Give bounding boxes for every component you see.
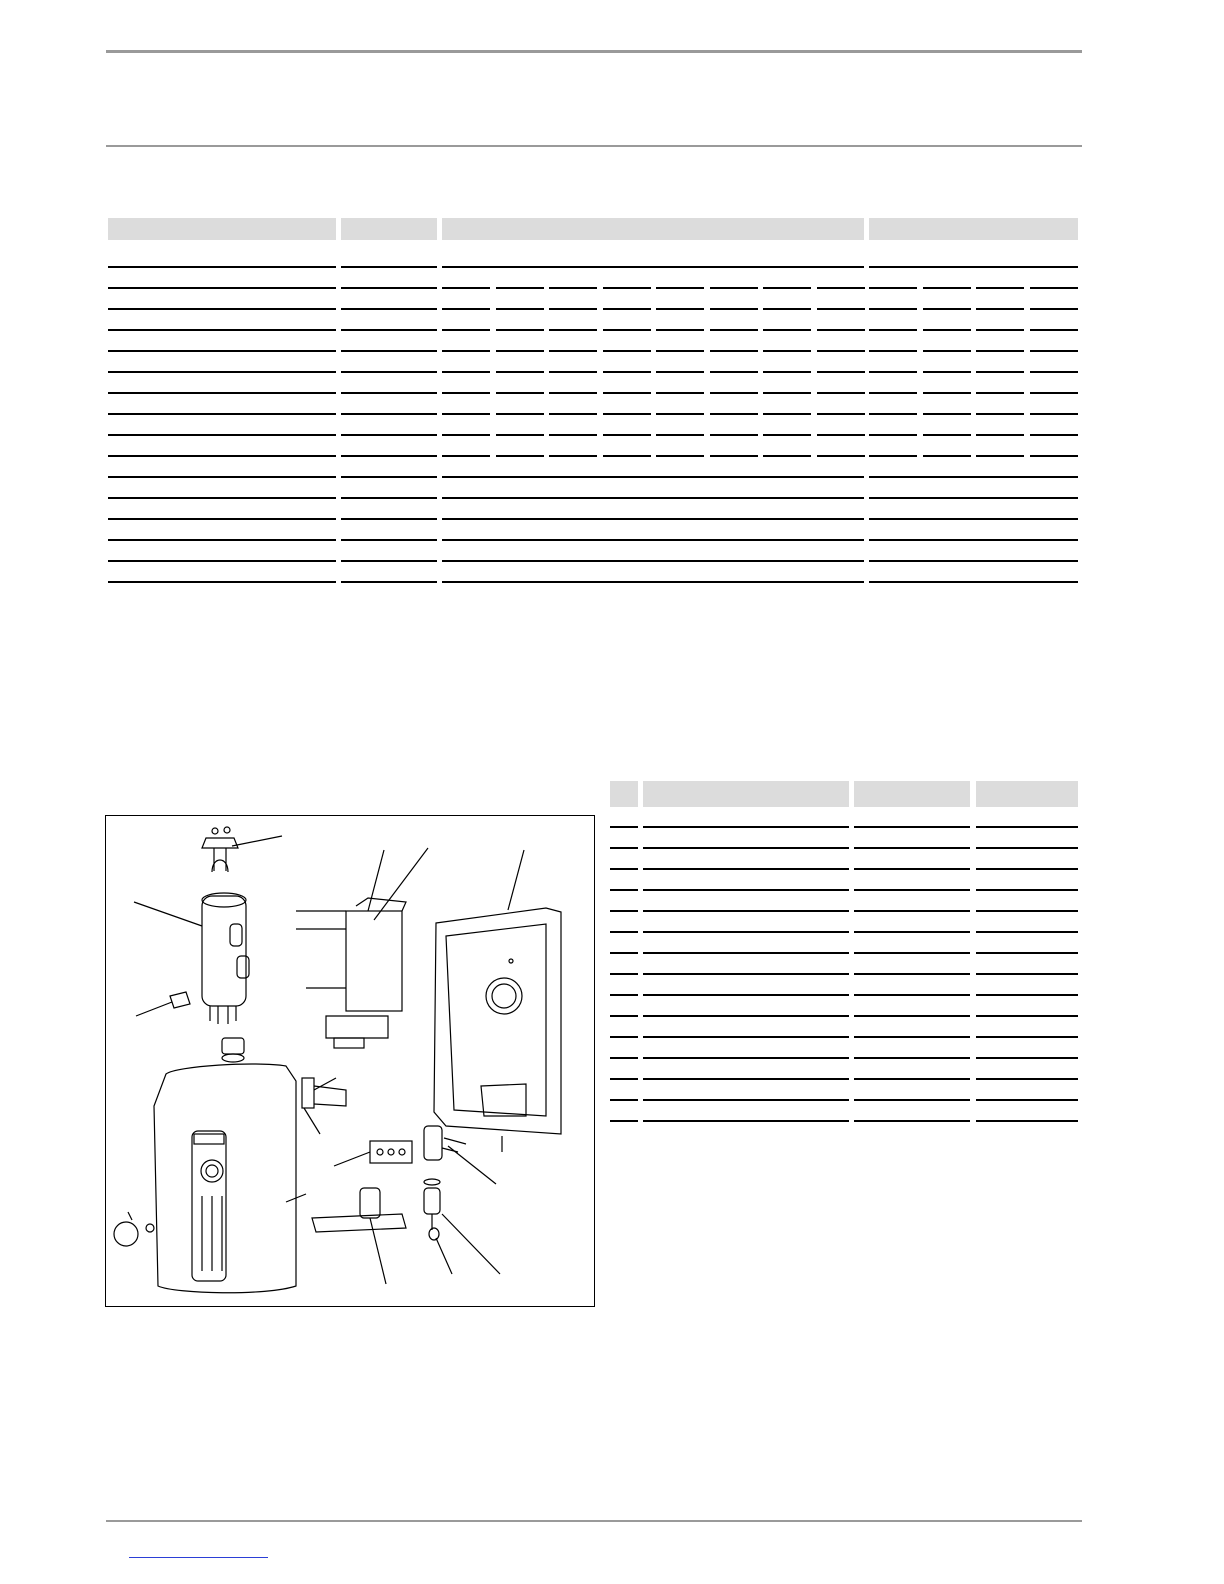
spec-row-rule xyxy=(976,287,1024,289)
spec-row-rule xyxy=(496,392,544,394)
parts-row-rule xyxy=(643,1099,849,1101)
spec-row-rule xyxy=(817,434,865,436)
spec-row-rule xyxy=(442,308,490,310)
spec-row-rule xyxy=(108,392,336,394)
spec-row-rule xyxy=(442,329,490,331)
spec-row-rule xyxy=(496,329,544,331)
exploded-view-diagram xyxy=(105,815,595,1307)
spec-row-rule xyxy=(341,518,437,520)
parts-row-rule xyxy=(610,1036,638,1038)
parts-header-cell-3 xyxy=(854,781,970,807)
spec-row-rule xyxy=(656,350,704,352)
parts-row-rule xyxy=(610,1057,638,1059)
parts-row-rule xyxy=(643,910,849,912)
spec-row-rule xyxy=(496,434,544,436)
spec-row-rule xyxy=(869,329,917,331)
spec-row-rule xyxy=(341,329,437,331)
parts-row-rule xyxy=(643,1036,849,1038)
spec-row-rule xyxy=(656,434,704,436)
spec-row-rule xyxy=(1030,434,1078,436)
spec-row-rule xyxy=(108,329,336,331)
parts-row-rule xyxy=(976,1057,1078,1059)
spec-row-rule xyxy=(108,497,336,499)
spec-row-rule xyxy=(1030,413,1078,415)
section-rule xyxy=(106,145,1082,147)
spec-row-rule xyxy=(923,413,971,415)
parts-row-rule xyxy=(854,1099,970,1101)
parts-row-rule xyxy=(976,1015,1078,1017)
spec-row-rule xyxy=(341,539,437,541)
spec-row-rule xyxy=(817,392,865,394)
spec-row-rule xyxy=(976,371,1024,373)
spec-row-rule xyxy=(442,434,490,436)
spec-row-rule xyxy=(869,371,917,373)
parts-row-rule xyxy=(976,847,1078,849)
parts-row-rule xyxy=(976,952,1078,954)
spec-row-rule xyxy=(341,371,437,373)
spec-row-rule xyxy=(549,455,597,457)
spec-row-rule xyxy=(442,371,490,373)
spec-row-rule xyxy=(442,455,490,457)
spec-row-rule xyxy=(817,350,865,352)
spec-row-rule xyxy=(549,434,597,436)
spec-row-rule xyxy=(763,350,811,352)
spec-row-rule xyxy=(656,329,704,331)
front-cover xyxy=(154,1064,296,1293)
parts-table xyxy=(610,781,1078,1126)
spec-row-rule xyxy=(923,434,971,436)
parts-row-rule xyxy=(976,973,1078,975)
spec-row-rule xyxy=(549,371,597,373)
spec-row-rule xyxy=(656,287,704,289)
parts-row-rule xyxy=(610,952,638,954)
mounting-rail xyxy=(312,1214,406,1232)
spec-row-rule xyxy=(656,392,704,394)
parts-row-rule xyxy=(643,826,849,828)
spec-row-rule xyxy=(341,308,437,310)
parts-row-rule xyxy=(610,1078,638,1080)
parts-row-rule xyxy=(643,973,849,975)
spec-row-rule xyxy=(817,371,865,373)
spec-row-rule xyxy=(976,413,1024,415)
spec-row-rule xyxy=(656,413,704,415)
spec-row-rule xyxy=(108,455,336,457)
spec-row-rule xyxy=(341,455,437,457)
spec-row-rule xyxy=(549,350,597,352)
spec-row-rule xyxy=(108,371,336,373)
spec-row-rule xyxy=(923,350,971,352)
spec-row-rule xyxy=(710,350,758,352)
spec-row-rule xyxy=(108,476,336,478)
parts-row-rule xyxy=(854,910,970,912)
parts-row-rule xyxy=(854,931,970,933)
spec-row-rule xyxy=(869,476,1078,478)
spec-row-rule xyxy=(869,539,1078,541)
spec-row-rule xyxy=(869,581,1078,583)
spec-row-rule xyxy=(817,413,865,415)
parts-row-rule xyxy=(610,994,638,996)
spec-row-rule xyxy=(763,287,811,289)
spec-row-rule xyxy=(341,413,437,415)
spec-row-rule xyxy=(817,287,865,289)
parts-row-rule xyxy=(610,1120,638,1122)
parts-row-rule xyxy=(854,889,970,891)
spec-row-rule xyxy=(869,413,917,415)
spec-row-rule xyxy=(442,581,864,583)
parts-row-rule xyxy=(854,1057,970,1059)
parts-row-rule xyxy=(610,1015,638,1017)
parts-row-rule xyxy=(643,952,849,954)
parts-row-rule xyxy=(610,868,638,870)
spec-row-rule xyxy=(763,308,811,310)
footer-link-underline[interactable] xyxy=(129,1557,268,1558)
spec-row-rule xyxy=(976,308,1024,310)
bracket xyxy=(302,1078,314,1108)
heating-block xyxy=(202,896,246,1006)
spec-row-rule xyxy=(763,371,811,373)
parts-row-rule xyxy=(643,994,849,996)
spec-row-rule xyxy=(341,497,437,499)
spec-row-rule xyxy=(763,413,811,415)
spec-row-rule xyxy=(923,308,971,310)
spec-row-rule xyxy=(549,308,597,310)
spec-row-rule xyxy=(1030,350,1078,352)
spec-row-rule xyxy=(1030,392,1078,394)
parts-row-rule xyxy=(610,931,638,933)
spec-row-rule xyxy=(496,371,544,373)
spec-header-cell-3 xyxy=(442,218,864,240)
parts-row-rule xyxy=(976,1078,1078,1080)
spec-row-rule xyxy=(710,308,758,310)
spec-row-rule xyxy=(976,392,1024,394)
spec-row-rule xyxy=(869,350,917,352)
spec-row-rule xyxy=(763,434,811,436)
parts-row-rule xyxy=(643,889,849,891)
parts-row-rule xyxy=(643,868,849,870)
parts-row-rule xyxy=(643,1015,849,1017)
spec-row-rule xyxy=(442,392,490,394)
spec-row-rule xyxy=(656,371,704,373)
spec-row-rule xyxy=(923,329,971,331)
spec-row-rule xyxy=(496,350,544,352)
parts-row-rule xyxy=(610,1099,638,1101)
spec-row-rule xyxy=(710,287,758,289)
spec-row-rule xyxy=(442,287,490,289)
spec-row-rule xyxy=(923,392,971,394)
spec-row-rule xyxy=(869,497,1078,499)
spec-row-rule xyxy=(442,560,864,562)
spec-row-rule xyxy=(710,371,758,373)
spec-row-rule xyxy=(108,518,336,520)
parts-row-rule xyxy=(854,1120,970,1122)
spec-row-rule xyxy=(710,455,758,457)
spec-row-rule xyxy=(656,455,704,457)
spec-header-cell-2 xyxy=(341,218,437,240)
spec-row-rule xyxy=(869,392,917,394)
top-fitting xyxy=(202,838,238,848)
spec-row-rule xyxy=(1030,455,1078,457)
electronics-module xyxy=(346,911,402,1011)
parts-row-rule xyxy=(976,1099,1078,1101)
spec-row-rule xyxy=(442,497,864,499)
spec-row-rule xyxy=(341,581,437,583)
parts-row-rule xyxy=(643,1120,849,1122)
safety-cutout xyxy=(170,992,190,1008)
top-rule xyxy=(106,50,1082,53)
spec-row-rule xyxy=(869,455,917,457)
spec-row-rule xyxy=(976,350,1024,352)
spec-row-rule xyxy=(763,455,811,457)
parts-row-rule xyxy=(854,1036,970,1038)
parts-row-rule xyxy=(854,847,970,849)
spec-row-rule xyxy=(869,308,917,310)
spec-row-rule xyxy=(442,266,864,268)
spec-row-rule xyxy=(869,434,917,436)
spec-row-rule xyxy=(108,581,336,583)
parts-row-rule xyxy=(854,973,970,975)
spec-row-rule xyxy=(603,371,651,373)
spec-row-rule xyxy=(603,287,651,289)
spec-row-rule xyxy=(341,266,437,268)
spec-row-rule xyxy=(603,329,651,331)
spec-row-rule xyxy=(763,329,811,331)
spec-row-rule xyxy=(923,287,971,289)
spec-row-rule xyxy=(976,329,1024,331)
spec-header-cell-4 xyxy=(869,218,1078,240)
parts-header-cell-4 xyxy=(976,781,1078,807)
spec-row-rule xyxy=(108,539,336,541)
parts-row-rule xyxy=(976,868,1078,870)
spec-row-rule xyxy=(763,392,811,394)
spec-row-rule xyxy=(923,371,971,373)
spec-row-rule xyxy=(710,434,758,436)
parts-row-rule xyxy=(854,1078,970,1080)
spec-row-rule xyxy=(549,329,597,331)
parts-row-rule xyxy=(854,826,970,828)
spec-row-rule xyxy=(442,476,864,478)
parts-row-rule xyxy=(854,952,970,954)
parts-row-rule xyxy=(610,889,638,891)
spec-row-rule xyxy=(108,287,336,289)
spec-row-rule xyxy=(923,455,971,457)
spec-row-rule xyxy=(496,455,544,457)
parts-row-rule xyxy=(610,826,638,828)
spec-row-rule xyxy=(603,413,651,415)
spec-header-cell-1 xyxy=(108,218,336,240)
spec-row-rule xyxy=(1030,329,1078,331)
spec-row-rule xyxy=(341,287,437,289)
spec-table xyxy=(108,218,1078,610)
control-knob xyxy=(114,1222,138,1246)
spec-row-rule xyxy=(442,350,490,352)
spec-row-rule xyxy=(496,413,544,415)
spec-row-rule xyxy=(108,308,336,310)
spec-row-rule xyxy=(341,350,437,352)
bottom-rule xyxy=(106,1520,1082,1522)
spec-row-rule xyxy=(710,413,758,415)
spec-row-rule xyxy=(549,392,597,394)
parts-row-rule xyxy=(643,1057,849,1059)
spec-row-rule xyxy=(976,455,1024,457)
connector-fitting xyxy=(360,1188,380,1218)
spec-row-rule xyxy=(341,476,437,478)
spec-row-rule xyxy=(869,560,1078,562)
spec-row-rule xyxy=(341,434,437,436)
parts-row-rule xyxy=(854,1015,970,1017)
spec-row-rule xyxy=(108,266,336,268)
parts-header-cell-1 xyxy=(610,781,638,807)
spec-row-rule xyxy=(496,308,544,310)
spec-row-rule xyxy=(549,287,597,289)
parts-row-rule xyxy=(854,994,970,996)
spec-row-rule xyxy=(442,413,490,415)
spec-row-rule xyxy=(710,329,758,331)
spec-row-rule xyxy=(710,392,758,394)
parts-row-rule xyxy=(643,847,849,849)
valve xyxy=(424,1126,442,1160)
parts-row-rule xyxy=(643,931,849,933)
spec-row-rule xyxy=(603,308,651,310)
spec-row-rule xyxy=(603,392,651,394)
parts-row-rule xyxy=(976,889,1078,891)
spec-row-rule xyxy=(603,350,651,352)
spec-row-rule xyxy=(1030,308,1078,310)
spec-row-rule xyxy=(108,434,336,436)
spec-row-rule xyxy=(869,518,1078,520)
spec-row-rule xyxy=(1030,371,1078,373)
parts-row-rule xyxy=(610,847,638,849)
spec-row-rule xyxy=(817,329,865,331)
spec-row-rule xyxy=(549,413,597,415)
spec-row-rule xyxy=(341,392,437,394)
parts-row-rule xyxy=(976,994,1078,996)
exploded-view-drawing xyxy=(106,816,596,1308)
spec-row-rule xyxy=(869,287,917,289)
spec-row-rule xyxy=(603,455,651,457)
spec-row-rule xyxy=(108,560,336,562)
parts-row-rule xyxy=(854,868,970,870)
spec-row-rule xyxy=(442,539,864,541)
parts-row-rule xyxy=(976,1120,1078,1122)
parts-row-rule xyxy=(976,931,1078,933)
spec-row-rule xyxy=(817,308,865,310)
parts-row-rule xyxy=(976,1036,1078,1038)
parts-header-cell-2 xyxy=(643,781,849,807)
spec-row-rule xyxy=(603,434,651,436)
parts-row-rule xyxy=(610,910,638,912)
spec-row-rule xyxy=(869,266,1078,268)
spec-row-rule xyxy=(817,455,865,457)
spec-row-rule xyxy=(656,308,704,310)
spec-row-rule xyxy=(108,413,336,415)
terminal-block xyxy=(370,1141,412,1163)
spec-row-rule xyxy=(496,287,544,289)
spec-row-rule xyxy=(341,560,437,562)
screw xyxy=(212,828,218,834)
parts-row-rule xyxy=(610,973,638,975)
parts-row-rule xyxy=(643,1078,849,1080)
parts-row-rule xyxy=(976,910,1078,912)
spec-row-rule xyxy=(1030,287,1078,289)
parts-row-rule xyxy=(976,826,1078,828)
spec-row-rule xyxy=(442,518,864,520)
spec-row-rule xyxy=(976,434,1024,436)
spec-row-rule xyxy=(108,350,336,352)
